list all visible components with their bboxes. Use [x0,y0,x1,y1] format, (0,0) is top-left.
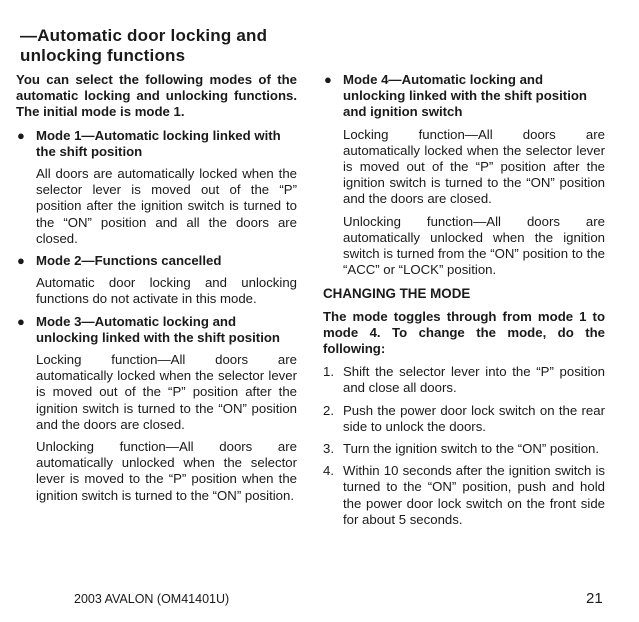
changing-mode-intro: The mode toggles through from mode 1 to mode 4. To change the mode, do the following: [323,308,605,357]
mode-title: Mode 1—Automatic locking linked with the shift position [36,127,281,159]
step-item [323,441,605,457]
mode-title: Mode 2—Functions cancelled [36,253,222,269]
mode-item-4 [323,72,605,278]
step-number: 4. [323,463,334,479]
step-text: Turn the ignition switch to the “ON” position. [343,441,600,457]
bullet-icon: ● [324,72,332,87]
step-number: 2. [323,402,334,418]
right-column [323,72,605,534]
mode-item-1 [16,128,297,247]
page-number: 21 [586,590,603,607]
step-item [323,463,605,528]
mode-item-3 [16,314,297,504]
mode-title: Mode 4—Automatic locking and unlocking linked with the shift position and ignition switch [343,72,587,120]
locking-function-text: Locking function—All doors are automatically locked when the selector lever is moved out of the “P” position after the ignition switch is turned to the “ON” position and the doors are closed. [36,352,297,432]
step-text: Shift the selector lever into the “P” position and close all doors. [343,364,605,396]
step-text: Within 10 seconds after the ignition switch is turned to the “ON” position, push and hold the power door lock switch on the front side for about 5 seconds. [343,463,605,527]
step-text: Push the power door lock switch on the rear side to unlock the doors. [343,402,605,434]
step-item [323,403,605,435]
mode-description: Automatic door locking and unlocking functions do not activate in this mode. [36,275,297,307]
step-number: 3. [323,441,334,457]
manual-footer: 2003 AVALON (OM41401U) [74,592,230,606]
mode-description: All doors are automatically locked when the selector lever is moved out of the “P” position after the ignition switch is turned to the “ON” position and all the doors are closed. [36,166,297,246]
locking-function-text: Locking function—All doors are automatically locked when the selector lever is moved out of the “P” position after the ignition switch is turned to the “ON” position and the doors are closed. [343,126,605,207]
step-item [323,364,605,396]
unlocking-function-text: Unlocking function—All doors are automatically unlocked when the selector lever is moved to the “P” position when the ignition switch is turned to the “ON” position. [36,439,297,503]
bullet-icon: ● [17,253,25,269]
intro-paragraph: You can select the following modes of the automatic locking and unlocking functions. The initial mode is mode 1. [16,72,297,120]
unlocking-function-text: Unlocking function—All doors are automatically unlocked when the ignition switch is turned from the “ON” position to the “ACC” or “LOCK” position. [343,213,605,278]
steps-list [323,364,605,528]
bullet-icon: ● [17,127,25,143]
bullet-icon: ● [17,313,25,329]
mode-item-2 [16,253,297,308]
mode-title: Mode 3—Automatic locking and unlocking linked with the shift position [36,313,280,345]
section-heading: —Automatic door locking and unlocking functions [20,26,268,65]
step-number: 1. [323,364,334,380]
left-column [16,72,297,510]
changing-mode-heading: CHANGING THE MODE [323,286,471,302]
